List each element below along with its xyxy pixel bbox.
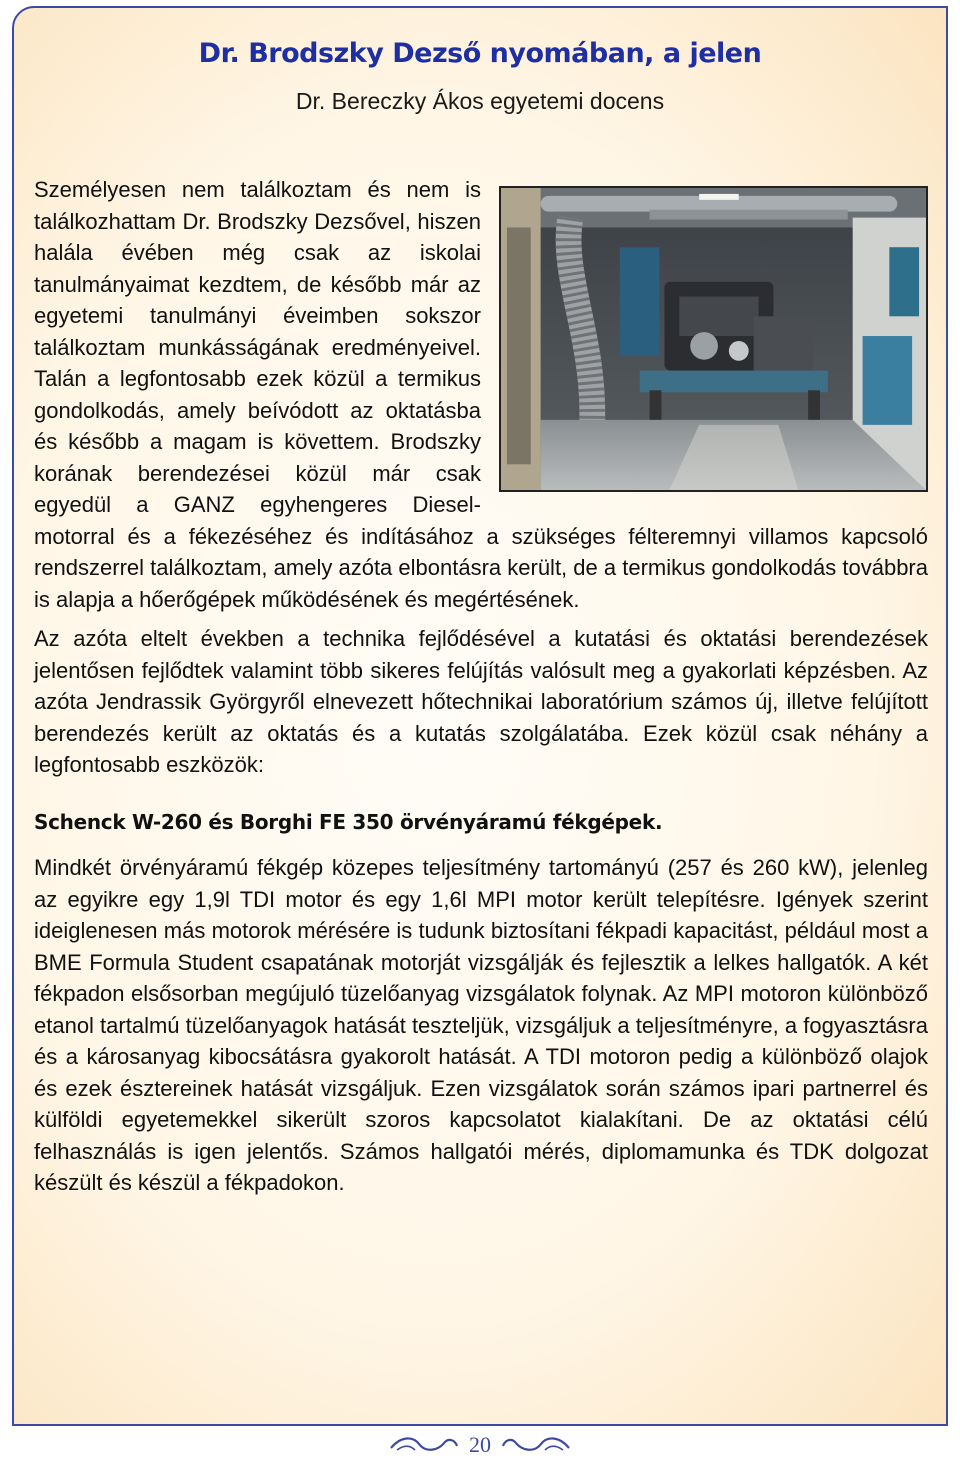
page-number: 20: [469, 1432, 491, 1457]
page-footer: [0, 1432, 960, 1462]
lab-photo-illustration: [501, 188, 926, 490]
article-body: [34, 174, 928, 1207]
right-ornament-icon: [501, 1434, 571, 1456]
page-title: Dr. Brodszky Dezső nyomában, a jelen: [198, 38, 762, 69]
paragraph-2: Az azóta eltelt években a technika fejlődésével a kutatási és oktatási berendezések jelentősen fejlődtek valamint több sikeres felújítás valósult meg a gyakorlati képzésben. Az azóta Jendrassik Györgyről elnevezett hőtechnikai laboratórium számos új, illetve felújított berendezés került az oktatás és a kutatás szolgálatába. Ezek közül csak néhány a legfontosabb eszközök:: [34, 626, 928, 777]
author-line: Dr. Bereczky Ákos egyetemi docens: [295, 88, 665, 114]
section-paragraph: Mindkét örvényáramú fékgép közepes teljesítmény tartományú (257 és 260 kW), jelenleg az egyikre egy 1,9l TDI motor és egy 1,6l MPI motor került telepítésre. Igények szerint ideiglenesen más motorok mérésére is tudunk biztosítani fékpadi kapacitást, például most a BME Formula Student csapatának motorját vizsgálják és fejlesztik a lelkes hallgatók. A két fékpadon elsősorban megújuló tüzelőanyag vizsgálatok folynak. Az MPI motoron különböző etanol tartalmú tüzelőanyagok hatását teszteljük, vizsgáljuk a teljesítményre, a fogyasztásra és a károsanyag kibocsátásra gyakorolt hatását. A TDI motoron pedig a különböző olajok és ezek észtereinek hatását vizsgáljuk. Ezen vizsgálatok során számos ipari partnerrel és külföldi egyetemekkel sikerült szoros kapcsolatot kialakítani. De az oktatási célú felhasználás is igen jelentős. Számos hallgatói mérés, diplomamunka és TDK dolgozat készült és készül a fékpadokon.: [34, 855, 928, 1195]
engine-test-bench-photo: [499, 186, 928, 492]
left-ornament-icon: [389, 1434, 459, 1456]
section-heading: Schenck W-260 és Borghi FE 350 örvényáramú fékgépek.: [34, 809, 663, 834]
paragraph-1: Személyesen nem találkoztam és nem is találkozhattam Dr. Brodszky Dezsővel, hiszen halála évében még csak az iskolai tanulmányaimat kezdtem, de később már az egyetemi tanulmányi éveimben sokszor találkoztam munkásságának eredményeivel. Talán a legfontosabb ezek közül a termikus gondolkodás, amely beívódott az oktatásba és később a magam is követtem. Brodszky korának berendezései közül már csak egyedül a GANZ egyhengeres Diesel-motorral és a fékezéséhez és indításához a szükséges félteremnyi villamos kapcsoló rendszerrel találkoztam, amely azóta elbontásra került, de a termikus gondolkodás továbbra is alapja a hőerőgépek működésének és megértésének.: [34, 177, 928, 612]
